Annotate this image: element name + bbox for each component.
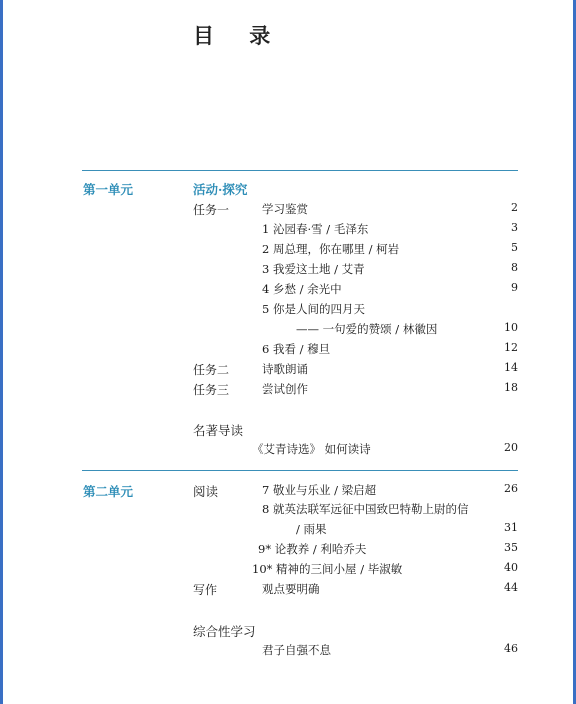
task-label: 任务三 [193, 383, 230, 397]
entry-title: 《艾青诗选》 如何读诗 [252, 442, 371, 456]
toc-row[interactable] [0, 521, 576, 539]
page-number: 9 [511, 281, 518, 294]
entry-title: 8 就英法联军远征中国致巴特勒上尉的信 [262, 502, 469, 516]
toc-row[interactable] [0, 321, 576, 339]
entry-subtitle: / 雨果 [296, 522, 327, 536]
page-number: 18 [504, 381, 518, 394]
page-number: 44 [504, 581, 518, 594]
page-number: 46 [504, 642, 518, 655]
page-number: 10 [504, 321, 518, 334]
toc-row[interactable] [0, 561, 576, 579]
toc-row[interactable] [0, 201, 576, 219]
toc-row[interactable] [0, 301, 576, 319]
page-number: 3 [511, 221, 518, 234]
page-number: 26 [504, 482, 518, 495]
toc-row[interactable] [0, 281, 576, 299]
toc-row[interactable] [0, 261, 576, 279]
entry-title: 7 敬业与乐业 / 梁启超 [262, 483, 377, 497]
toc-row[interactable] [0, 642, 576, 660]
toc-row[interactable] [0, 441, 576, 459]
toc-row[interactable] [0, 361, 576, 379]
page-number: 5 [511, 241, 518, 254]
entry-title: 诗歌朗诵 [262, 362, 308, 376]
page-number: 35 [504, 541, 518, 554]
toc-row[interactable] [0, 541, 576, 559]
page-number: 31 [504, 521, 518, 534]
toc-row[interactable] [0, 341, 576, 359]
page-number: 12 [504, 341, 518, 354]
unit-label[interactable]: 第二单元 [83, 484, 134, 499]
page-number: 20 [504, 441, 518, 454]
toc-row[interactable] [0, 221, 576, 239]
unit-label[interactable]: 第一单元 [83, 182, 134, 197]
toc-row[interactable] [0, 241, 576, 259]
section-title[interactable]: 阅读 [193, 484, 219, 499]
reading-title[interactable]: 名著导读 [193, 423, 244, 438]
page-title: 目 录 [193, 23, 285, 48]
entry-title: 观点要明确 [262, 582, 320, 596]
entry-title: 1 沁园春·雪 / 毛泽东 [262, 222, 369, 236]
entry-title: 4 乡愁 / 余光中 [262, 282, 342, 296]
page-number: 8 [511, 261, 518, 274]
task-label: 写作 [193, 583, 218, 597]
toc-row[interactable] [0, 501, 576, 519]
entry-title: 6 我看 / 穆旦 [262, 342, 331, 356]
section-title[interactable]: 活动·探究 [193, 182, 248, 197]
entry-subtitle: —— 一句爱的赞颂 / 林徽因 [296, 322, 438, 336]
entry-title: 5 你是人间的四月天 [262, 302, 365, 316]
entry-title: 尝试创作 [262, 382, 308, 396]
unit-divider [82, 470, 518, 471]
task-label: 任务一 [193, 203, 230, 217]
entry-title: 2 周总理，你在哪里 / 柯岩 [262, 242, 400, 256]
toc-row[interactable] [0, 381, 576, 399]
toc-row[interactable] [0, 581, 576, 599]
page-number: 14 [504, 361, 518, 374]
page-number: 2 [511, 201, 518, 214]
unit-divider [82, 170, 518, 171]
reading-title[interactable]: 综合性学习 [193, 624, 256, 639]
toc-row[interactable] [0, 482, 576, 500]
task-label: 任务二 [193, 363, 230, 377]
entry-title: 10* 精神的三间小屋 / 毕淑敏 [252, 562, 403, 576]
entry-title: 9* 论教养 / 利哈乔夫 [258, 542, 367, 556]
entry-title: 君子自强不息 [262, 643, 331, 657]
page-number: 40 [504, 561, 518, 574]
entry-title: 3 我爱这土地 / 艾青 [262, 262, 365, 276]
entry-title: 学习鉴赏 [262, 202, 308, 216]
